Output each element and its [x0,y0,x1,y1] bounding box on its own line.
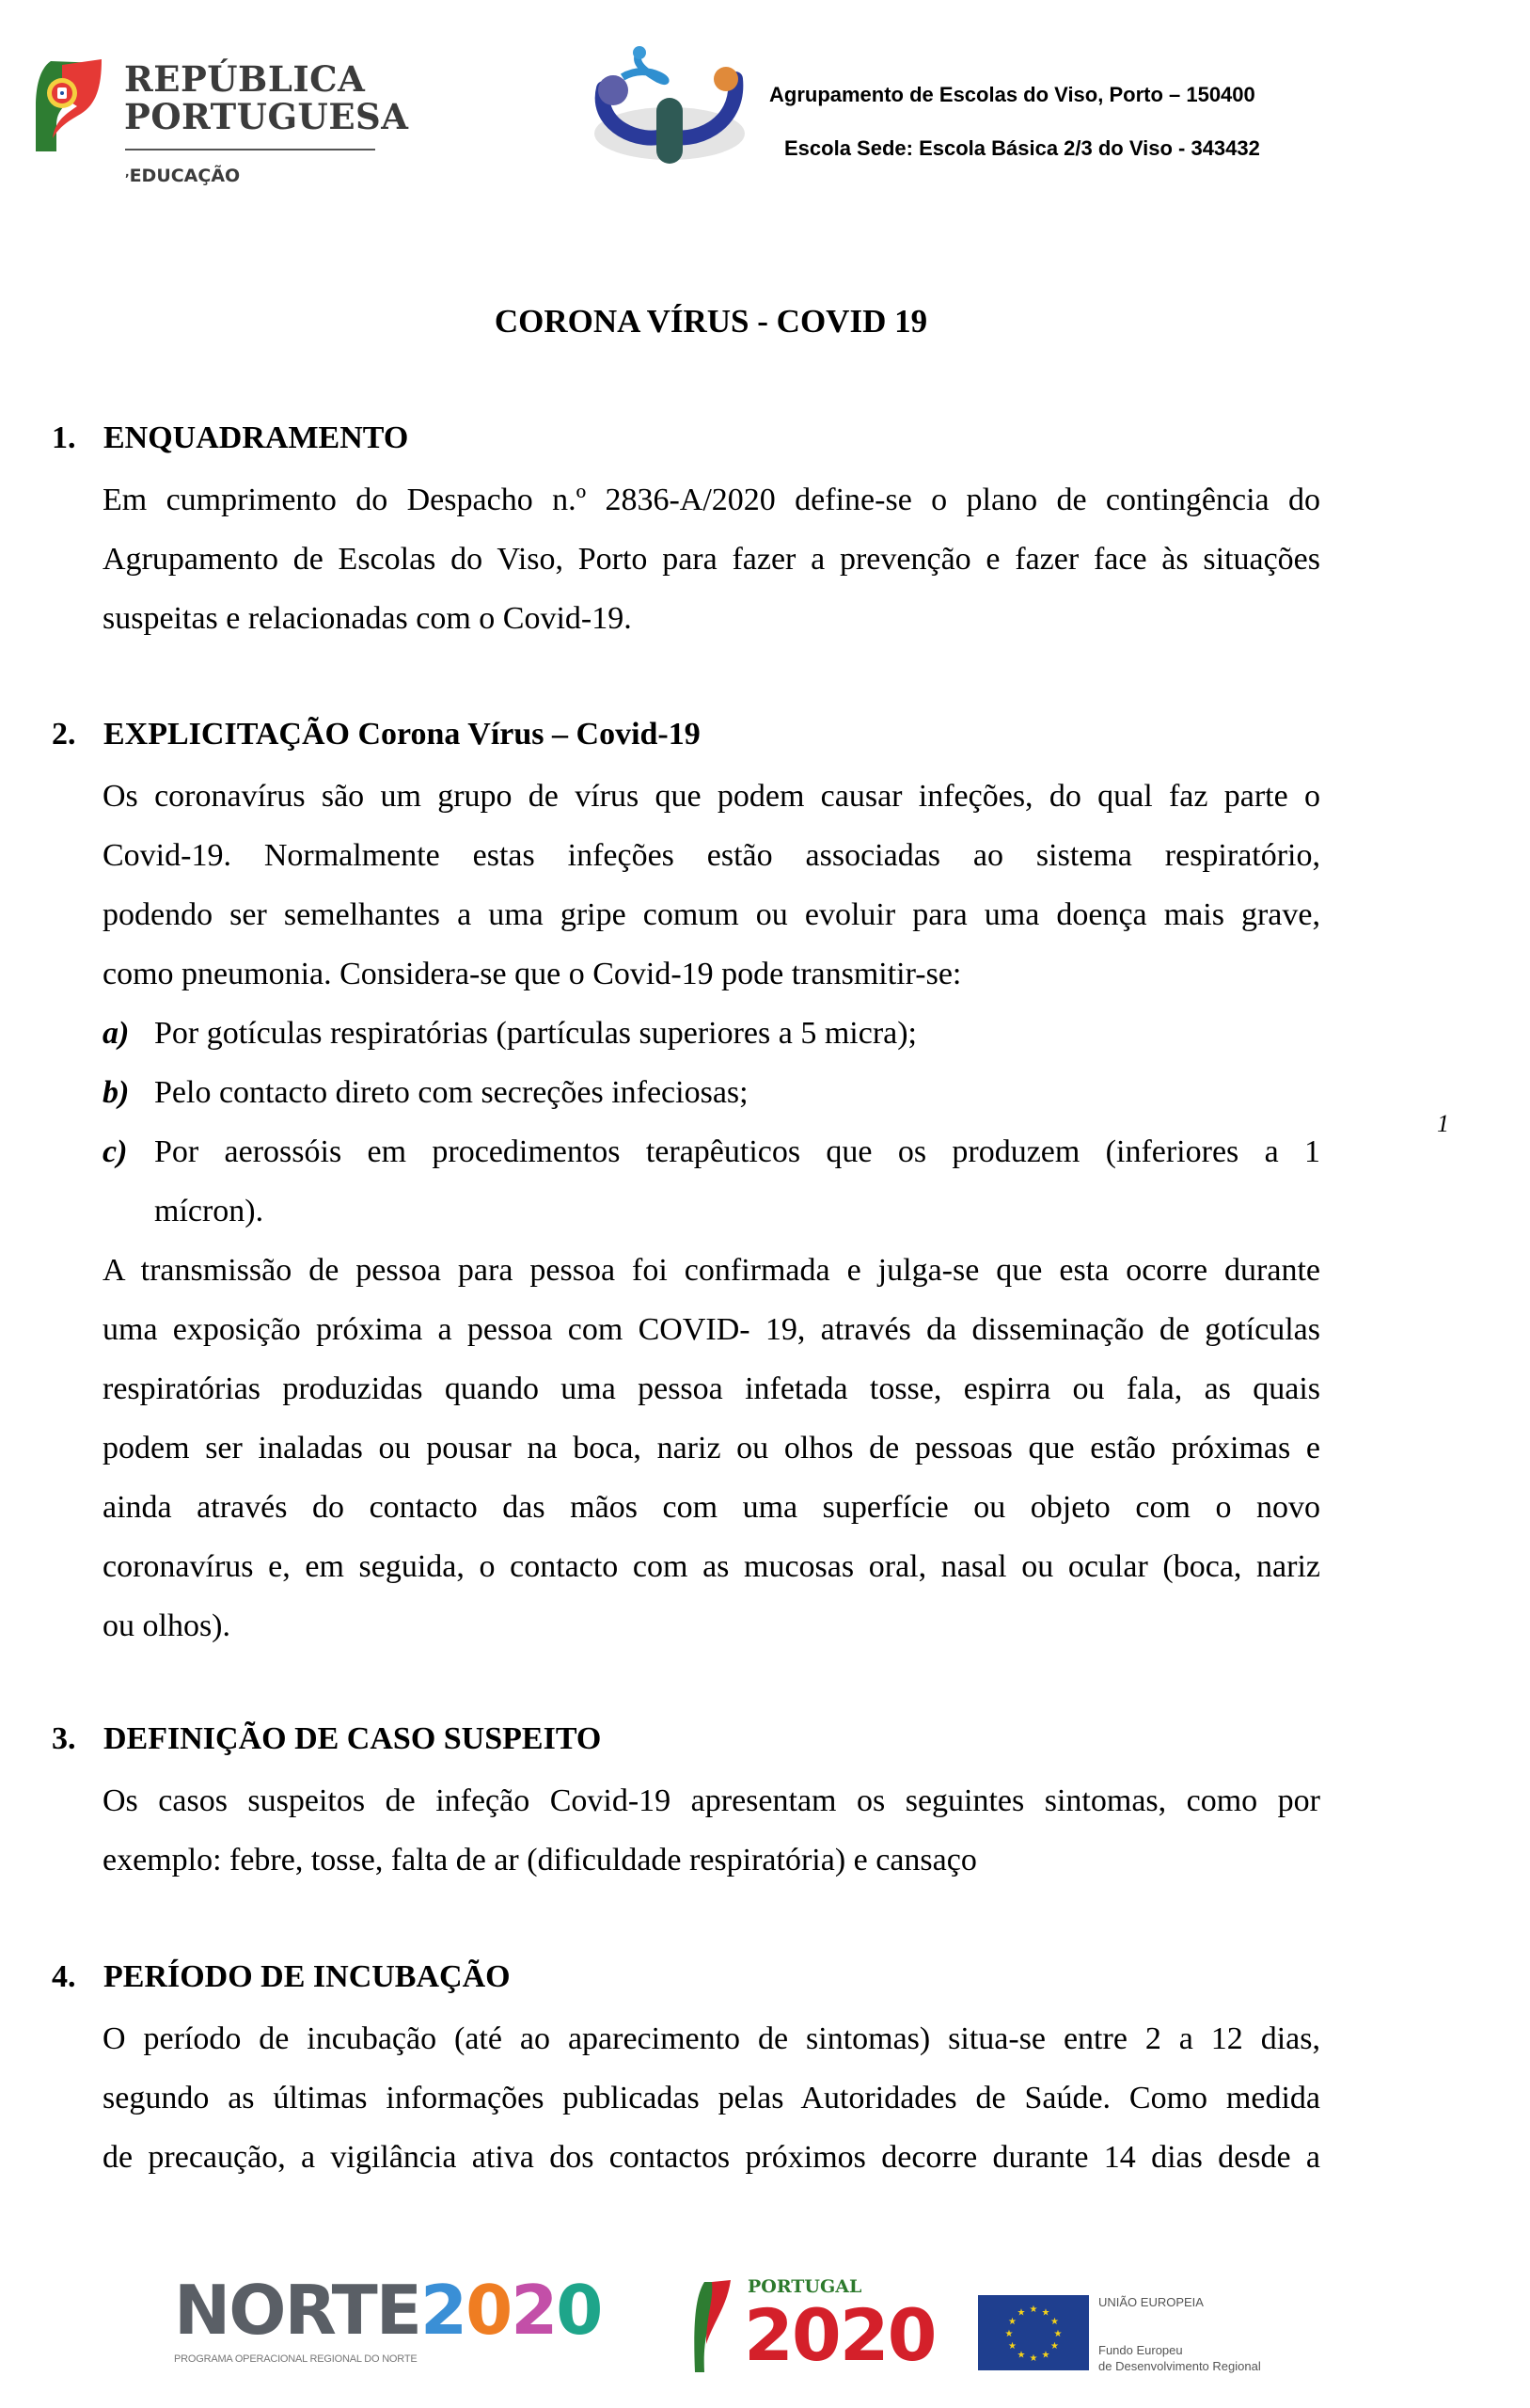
school-logo-icon [576,23,764,173]
text-line: ou olhos). [103,1608,230,1643]
eu-star-icon: ★ [1004,2329,1014,2339]
gov-logo-line2: PORTUGUESA [124,96,409,137]
text-line: Os casos suspeitos de infeção Covid-19 apresentam os seguintes sintomas, como por [103,1783,1320,1818]
section-title: ENQUADRAMENTO [103,420,409,455]
eu-fund-line1: Fundo Europeu [1098,2343,1183,2357]
school-headquarters: Escola Sede: Escola Básica 2/3 do Viso - 343432 [784,136,1260,160]
text-line: segundo as últimas informações publicadas pelas Autoridades de Saúde. Como medida [103,2081,1320,2115]
eu-star-icon: ★ [1017,2350,1026,2361]
eu-stars-icon [978,2295,1089,2370]
eu-star-icon: ★ [1017,2307,1026,2319]
list-label: a) [103,1016,130,1051]
portugal2020-year: 2020 [744,2293,936,2377]
text-line: de precaução, a vigilância ativa dos contactos próximos decorre durante 14 dias desde a [103,2140,1320,2175]
gov-logo-wordmark [124,60,408,135]
norte2020-logo [174,2271,602,2365]
republica-portuguesa-logo [34,55,409,196]
eu-fund-label [1098,2342,1261,2374]
gov-logo-line1: REPÚBLICA [124,58,366,100]
gov-logo-subtitle: ,EDUCAÇÃO [125,166,241,186]
norte2020-subtitle: PROGRAMA OPERACIONAL REGIONAL DO NORTE [174,2353,418,2365]
portugal2020-emblem-icon [691,2278,734,2376]
section-heading-3 [52,1721,601,1757]
eu-star-icon: ★ [1041,2350,1050,2361]
text-line: Pelo contacto direto com secreções infeciosas; [154,1075,749,1110]
section-title: DEFINIÇÃO DE CASO SUSPEITO [103,1721,602,1756]
text-line: O período de incubação (até ao aparecimento de sintomas) situa-se entre 2 a 12 dias, [103,2021,1320,2056]
portugal2020-logo [691,2276,936,2380]
norte-year-digit: 2 [511,2271,557,2350]
text-line: A transmissão de pessoa para pessoa foi confirmada e julga-se que esta ocorre durante [103,1253,1320,1288]
eu-flag-icon [978,2295,1089,2370]
section-2-paragraph [103,767,1320,1004]
section-3-paragraph [103,1771,1320,1890]
section-1-paragraph [103,470,1320,648]
list-label: b) [103,1075,130,1110]
text-line: Covid-19. Normalmente estas infeções estão associadas ao sistema respiratório, [103,838,1320,873]
text-line: coronavírus e, em seguida, o contacto com as mucosas oral, nasal ou ocular (boca, nariz [103,1549,1320,1584]
eu-star-icon: ★ [1029,2353,1038,2364]
school-name: Agrupamento de Escolas do Viso, Porto – 150400 [769,83,1255,106]
footer-logos [0,2258,1530,2408]
eu-fund-line2: de Desenvolvimento Regional [1098,2359,1261,2373]
document-title: CORONA VÍRUS - COVID 19 [494,303,928,340]
text-line: podem ser inaladas ou pousar na boca, nariz ou olhos de pessoas que estão próximas e [103,1431,1320,1465]
norte-year-digit: 2 [419,2271,466,2350]
norte2020-wordmark [174,2271,602,2350]
section-number: 3. [52,1721,76,1756]
section-number: 4. [52,1959,76,1994]
section-2-transmission-paragraph [103,1241,1320,1656]
text-line: Por aerossóis em procedimentos terapêuticos que os produzem (inferiores a 1 [154,1134,1320,1169]
text-line: mícron). [154,1194,264,1228]
text-line: como pneumonia. Considera-se que o Covid-19 pode transmitir-se: [103,957,962,991]
section-title: EXPLICITAÇÃO Corona Vírus – Covid-19 [103,717,701,752]
section-number: 1. [52,420,76,455]
eu-star-icon: ★ [1053,2329,1063,2339]
section-heading-4 [52,1959,511,1995]
text-line: suspeitas e relacionadas com o Covid-19. [103,601,632,636]
norte-word: NORTE [174,2271,420,2350]
eu-star-icon: ★ [1050,2317,1060,2327]
norte-year [420,2271,601,2350]
portugal2020-word: PORTUGAL [748,2276,862,2297]
norte-year-digit: 0 [465,2271,512,2350]
eu-star-icon: ★ [1041,2307,1050,2319]
norte-year-digit: 0 [556,2271,602,2350]
gov-logo-divider [125,149,375,150]
list-label: c) [103,1134,128,1169]
text-line: respiratórias produzidas quando uma pessoa infetada tosse, espirra ou fala, as quais [103,1371,1320,1406]
section-heading-1 [52,420,408,456]
text-line: uma exposição próxima a pessoa com COVID- 19, através da disseminação de gotículas [103,1312,1320,1347]
eu-star-icon: ★ [1050,2341,1060,2352]
portugal-emblem-icon [34,59,102,153]
section-title: PERÍODO DE INCUBAÇÃO [103,1959,511,1994]
eu-star-icon: ★ [1007,2341,1017,2352]
eu-star-icon: ★ [1029,2305,1038,2315]
text-line: Os coronavírus são um grupo de vírus que podem causar infeções, do qual faz parte o [103,779,1320,814]
text-line: ainda através do contacto das mãos com uma superfície ou objeto com o novo [103,1490,1320,1525]
text-line: podendo ser semelhantes a uma gripe comum ou evoluir para uma doença mais grave, [103,897,1320,932]
text-line: exemplo: febre, tosse, falta de ar (dificuldade respiratória) e cansaço [103,1843,977,1877]
gov-logo-subtitle-text: EDUCAÇÃO [129,166,241,186]
section-4-paragraph [103,2009,1320,2187]
section-number: 2. [52,717,76,752]
eu-label: UNIÃO EUROPEIA [1098,2295,1204,2309]
page-number: 1 [1437,1110,1449,1137]
text-line: Agrupamento de Escolas do Viso, Porto para fazer a prevenção e fazer face às situações [103,542,1320,577]
text-line: Por gotículas respiratórias (partículas superiores a 5 micra); [154,1016,918,1051]
text-line: Em cumprimento do Despacho n.º 2836-A/2020 define-se o plano de contingência do [103,483,1320,517]
eu-star-icon: ★ [1007,2317,1017,2327]
section-heading-2 [52,717,701,752]
